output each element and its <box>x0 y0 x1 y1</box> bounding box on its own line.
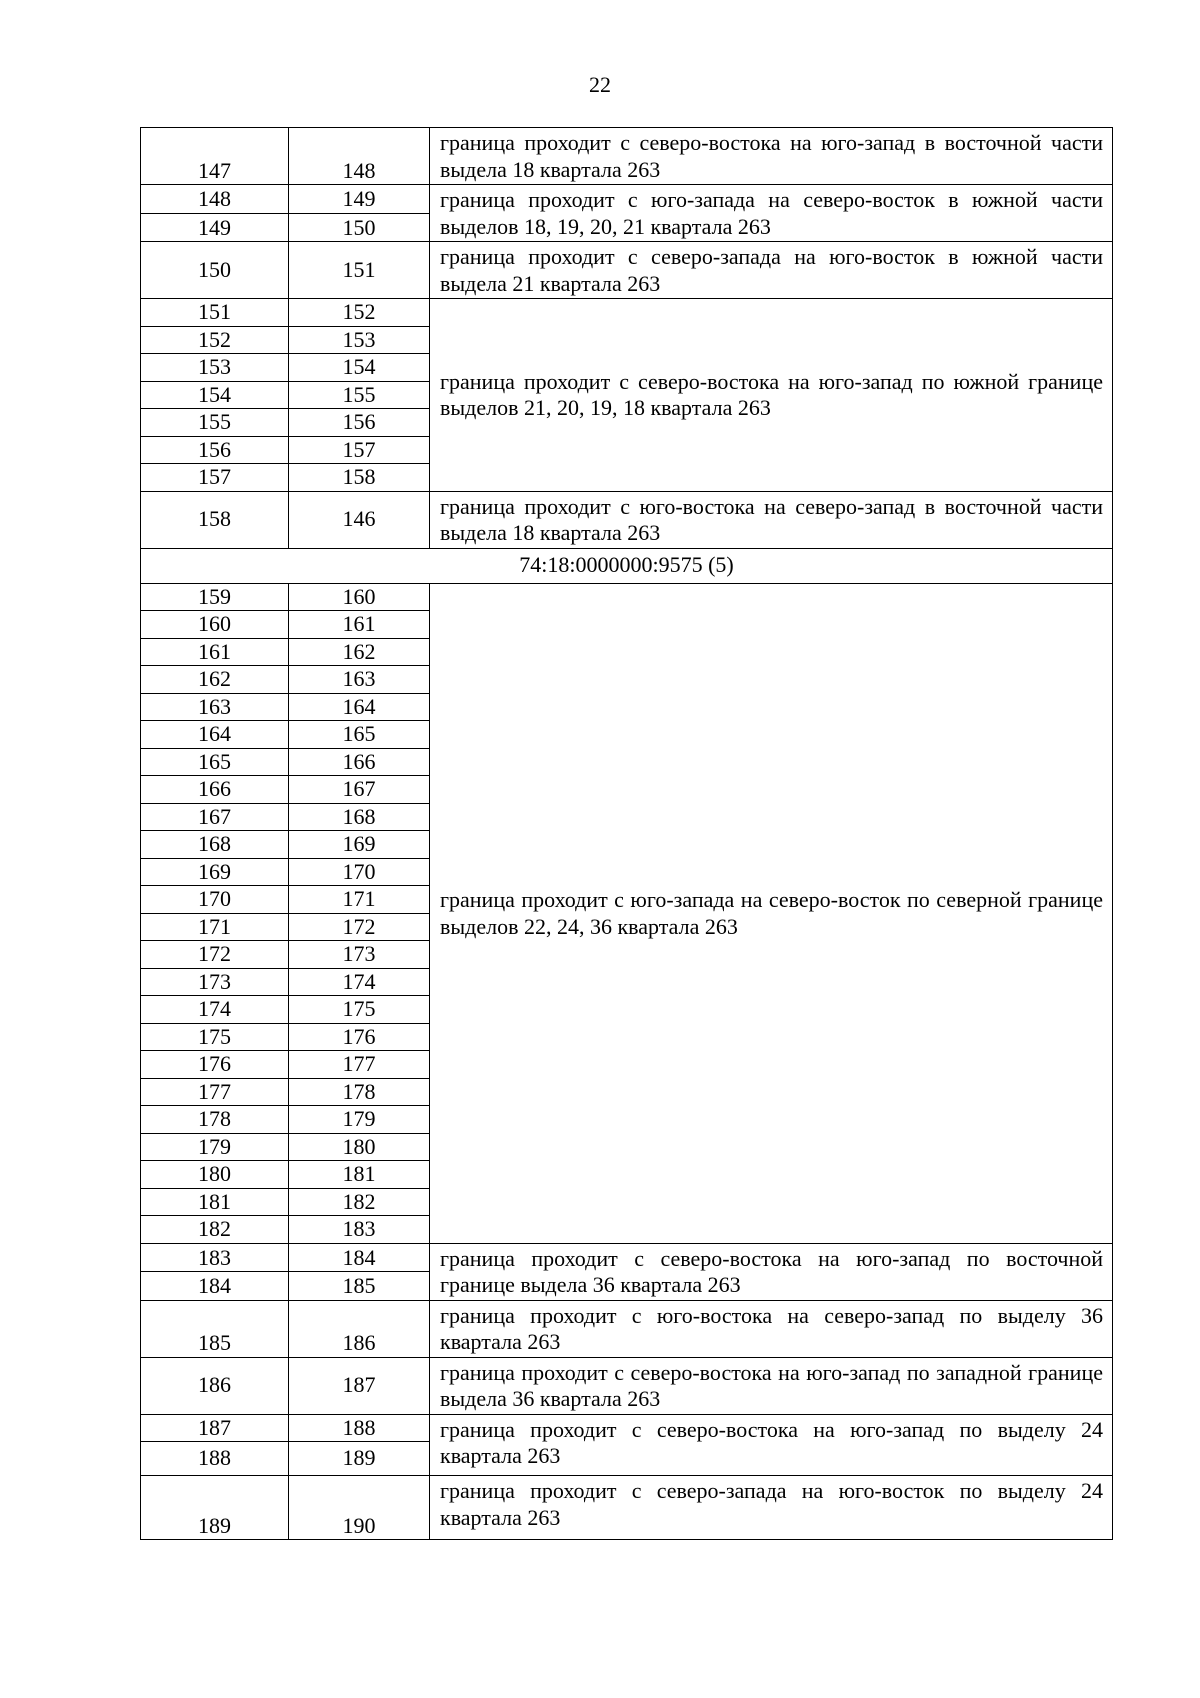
point-from: 164 <box>141 721 289 749</box>
point-to: 164 <box>289 693 430 721</box>
point-to: 183 <box>289 1216 430 1244</box>
point-to: 155 <box>289 381 430 409</box>
boundary-description: граница проходит с северо-запада на юго-восток по выделу 24 квартала 263 <box>430 1476 1113 1540</box>
point-from: 148 <box>141 185 289 214</box>
point-to: 170 <box>289 858 430 886</box>
section-row <box>141 548 1113 583</box>
point-to: 156 <box>289 409 430 437</box>
point-to: 158 <box>289 464 430 492</box>
table-row <box>141 1476 1113 1540</box>
table-row <box>141 1414 1113 1442</box>
point-from: 163 <box>141 693 289 721</box>
point-from: 153 <box>141 354 289 382</box>
point-from: 165 <box>141 748 289 776</box>
point-to: 166 <box>289 748 430 776</box>
table-row <box>141 1243 1113 1272</box>
point-to: 186 <box>289 1300 430 1357</box>
boundary-description: граница проходит с северо-востока на юго-запад в восточной части выдела 18 квартала 263 <box>430 128 1113 185</box>
point-to: 150 <box>289 213 430 242</box>
point-to: 146 <box>289 491 430 548</box>
point-to: 154 <box>289 354 430 382</box>
point-to: 157 <box>289 436 430 464</box>
point-to: 184 <box>289 1243 430 1272</box>
boundary-description: граница проходит с северо-востока на юго-запад по восточной границе выдела 36 квартала 263 <box>430 1243 1113 1300</box>
point-to: 169 <box>289 831 430 859</box>
point-to: 185 <box>289 1272 430 1301</box>
point-from: 154 <box>141 381 289 409</box>
point-from: 173 <box>141 968 289 996</box>
point-from: 175 <box>141 1023 289 1051</box>
table-row <box>141 1300 1113 1357</box>
boundary-table-container <box>140 127 1113 1540</box>
point-from: 189 <box>141 1476 289 1540</box>
point-to: 149 <box>289 185 430 214</box>
point-to: 171 <box>289 886 430 914</box>
point-from: 151 <box>141 299 289 327</box>
point-from: 162 <box>141 666 289 694</box>
point-from: 186 <box>141 1357 289 1414</box>
boundary-description: граница проходит с юго-запада на северо-восток по северной границе выделов 22, 24, 36 квартала 263 <box>430 583 1113 1243</box>
point-from: 149 <box>141 213 289 242</box>
point-from: 182 <box>141 1216 289 1244</box>
boundary-description: граница проходит с северо-востока на юго-запад по южной границе выделов 21, 20, 19, 18 квартала 263 <box>430 299 1113 492</box>
point-to: 165 <box>289 721 430 749</box>
point-from: 161 <box>141 638 289 666</box>
point-from: 174 <box>141 996 289 1024</box>
point-from: 160 <box>141 611 289 639</box>
table-row <box>141 242 1113 299</box>
point-from: 168 <box>141 831 289 859</box>
point-from: 172 <box>141 941 289 969</box>
boundary-description: граница проходит с северо-запада на юго-восток в южной части выдела 21 квартала 263 <box>430 242 1113 299</box>
boundary-description: граница проходит с северо-востока на юго-запад по выделу 24 квартала 263 <box>430 1414 1113 1476</box>
point-from: 178 <box>141 1106 289 1134</box>
point-to: 181 <box>289 1161 430 1189</box>
point-to: 188 <box>289 1414 430 1442</box>
point-from: 169 <box>141 858 289 886</box>
table-row <box>141 1357 1113 1414</box>
point-to: 178 <box>289 1078 430 1106</box>
point-from: 188 <box>141 1442 289 1476</box>
point-to: 173 <box>289 941 430 969</box>
boundary-description: граница проходит с юго-востока на северо-запад по выделу 36 квартала 263 <box>430 1300 1113 1357</box>
point-from: 159 <box>141 583 289 611</box>
point-from: 155 <box>141 409 289 437</box>
point-to: 182 <box>289 1188 430 1216</box>
point-from: 152 <box>141 326 289 354</box>
point-from: 177 <box>141 1078 289 1106</box>
table-row <box>141 491 1113 548</box>
page-number: 22 <box>589 72 611 97</box>
point-to: 167 <box>289 776 430 804</box>
boundary-description: граница проходит с северо-востока на юго-запад по западной границе выдела 36 квартала 263 <box>430 1357 1113 1414</box>
point-from: 167 <box>141 803 289 831</box>
point-to: 179 <box>289 1106 430 1134</box>
point-to: 187 <box>289 1357 430 1414</box>
point-to: 163 <box>289 666 430 694</box>
point-to: 174 <box>289 968 430 996</box>
point-to: 160 <box>289 583 430 611</box>
point-from: 157 <box>141 464 289 492</box>
boundary-description: граница проходит с юго-запада на северо-восток в южной части выделов 18, 19, 20, 21 квартала 263 <box>430 185 1113 242</box>
point-from: 166 <box>141 776 289 804</box>
boundary-description: граница проходит с юго-востока на северо-запад в восточной части выдела 18 квартала 263 <box>430 491 1113 548</box>
point-from: 176 <box>141 1051 289 1079</box>
point-to: 190 <box>289 1476 430 1540</box>
point-to: 180 <box>289 1133 430 1161</box>
point-from: 181 <box>141 1188 289 1216</box>
point-to: 177 <box>289 1051 430 1079</box>
point-from: 147 <box>141 128 289 185</box>
point-from: 156 <box>141 436 289 464</box>
point-to: 152 <box>289 299 430 327</box>
point-from: 150 <box>141 242 289 299</box>
point-from: 184 <box>141 1272 289 1301</box>
point-from: 185 <box>141 1300 289 1357</box>
point-to: 176 <box>289 1023 430 1051</box>
point-to: 172 <box>289 913 430 941</box>
point-to: 189 <box>289 1442 430 1476</box>
point-from: 183 <box>141 1243 289 1272</box>
point-to: 153 <box>289 326 430 354</box>
point-from: 171 <box>141 913 289 941</box>
point-from: 180 <box>141 1161 289 1189</box>
point-to: 161 <box>289 611 430 639</box>
table-row <box>141 128 1113 185</box>
point-to: 148 <box>289 128 430 185</box>
table-row <box>141 583 1113 611</box>
boundary-table <box>140 127 1113 1540</box>
point-from: 170 <box>141 886 289 914</box>
point-to: 175 <box>289 996 430 1024</box>
point-from: 187 <box>141 1414 289 1442</box>
table-row <box>141 299 1113 327</box>
point-from: 179 <box>141 1133 289 1161</box>
point-from: 158 <box>141 491 289 548</box>
point-to: 151 <box>289 242 430 299</box>
point-to: 168 <box>289 803 430 831</box>
cadastral-number: 74:18:0000000:9575 (5) <box>141 548 1113 583</box>
point-to: 162 <box>289 638 430 666</box>
table-row <box>141 185 1113 214</box>
